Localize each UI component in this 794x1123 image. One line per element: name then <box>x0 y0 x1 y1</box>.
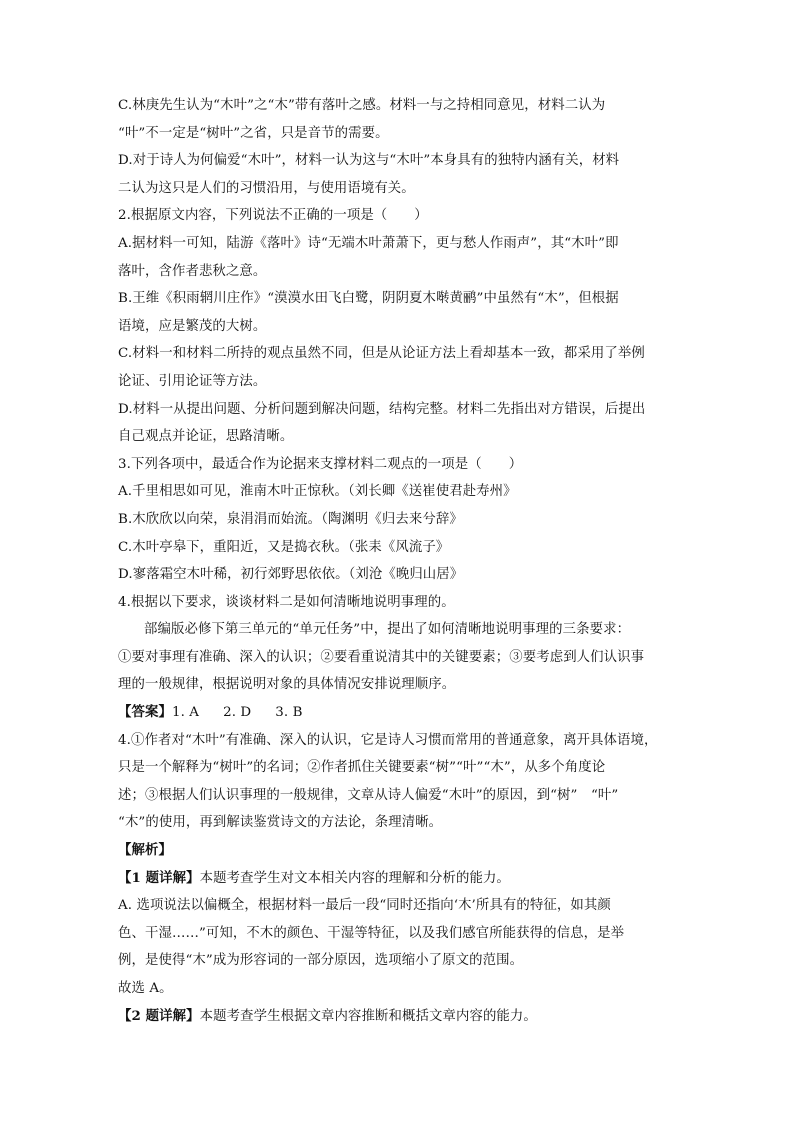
answer-3: 3. B <box>275 705 303 721</box>
detail-2-text: 本题考查学生根据文章内容推断和概括文章内容的能力。 <box>199 1008 537 1024</box>
detail-1-line2: 色、干湿……”可知，不木的颜色、干湿等特征，以及我们感官所能获得的信息，是举 <box>118 925 625 941</box>
detail-2-row <box>118 1003 680 1031</box>
detail-1-text: 本题考查学生对文本相关内容的理解和分析的能力。 <box>199 870 510 886</box>
answer-1: 1. A <box>171 705 200 721</box>
answer-4-line4: “木”的使用，再到解读鉴赏诗文的方法论，条理清晰。 <box>118 815 443 831</box>
detail-1-line1: A. 选项说法以偏概全，根据材料一最后一段“同时还指向‘木’所具有的特征，如其颜 <box>118 898 611 914</box>
q4-requirement-line1: ①要对事理有准确、深入的认识；②要看重说清其中的关键要素；③要考虑到人们认识事 <box>118 649 645 665</box>
q3-option-a: A.千里相思如可见，淮南木叶正惊秋。（刘长卿《送崔使君赴寿州》 <box>118 484 517 500</box>
q2-option-c-line1: C.材料一和材料二所持的观点虽然不同，但是从论证方法上看却基本一致，都采用了举例 <box>118 346 645 362</box>
question-2-stem: 2.根据原文内容，下列说法不正确的一项是（ ） <box>118 208 428 224</box>
q1-option-d-line2: 二认为这只是人们的习惯沿用，与使用语境有关。 <box>118 180 415 196</box>
detail-2-label: 【2 题详解】 <box>118 1007 200 1024</box>
q2-option-d-line1: D.材料一从提出问题、分析问题到解决问题，结构完整。材料二先指出对方错误，后提出 <box>118 401 646 417</box>
detail-1-conclusion: 故选 A。 <box>118 981 173 996</box>
q2-option-b-line2: 语境，应是繁茂的大树。 <box>118 318 267 334</box>
answer-2: 2. D <box>223 705 252 721</box>
question-4-stem: 4.根据以下要求，谈谈材料二是如何清晰地说明事理的。 <box>118 594 455 610</box>
q2-option-b-line1: B.王维《积雨辋川庄作》“漠漠水田飞白鹭，阴阴夏木啭黄鹂”中虽然有“木”，但根据 <box>118 291 619 307</box>
detail-1-line3: 例，是使得“木”成为形容词的一部分原因，选项缩小了原文的范围。 <box>118 953 524 969</box>
q2-option-d-line2: 自己观点并论证，思路清晰。 <box>118 429 294 445</box>
answer-label: 【答案】 <box>118 704 172 721</box>
q2-option-a-line2: 落叶，含作者悲秋之意。 <box>118 263 267 279</box>
answer-4-line1: 4.①作者对“木叶”有准确、深入的认识，它是诗人习惯而常用的普通意象，离开具体语境， <box>118 732 658 748</box>
detail-1-row <box>118 865 680 893</box>
answer-4-line2: 只是一个解释为“树叶”的名词；②作者抓住关键要素“树”“叶”“木”，从多个角度论 <box>118 760 606 776</box>
q3-option-b: B.木欣欣以向荣，泉涓涓而始流。（陶渊明《归去来兮辞》 <box>118 511 463 527</box>
q1-option-d-line1: D.对于诗人为何偏爱“木叶”，材料一认为这与“木叶”本身具有的独特内涵有关，材料 <box>118 153 620 169</box>
q1-option-c-line2: “叶”不一定是“树叶”之省，只是音节的需要。 <box>118 125 389 141</box>
answer-row <box>118 699 680 727</box>
q3-option-c: C.木叶亭皋下，重阳近，又是捣衣秋。（张耒《风流子》 <box>118 539 450 555</box>
q3-option-d: D.寥落霜空木叶稀，初行郊野思依依。（刘沧《晚归山居》 <box>118 567 464 583</box>
detail-1-label: 【1 题详解】 <box>118 869 200 886</box>
question-3-stem: 3.下列各项中，最适合作为论据来支撑材料二观点的一项是（ ） <box>118 456 523 472</box>
q2-option-c-line2: 论证、引用论证等方法。 <box>118 373 267 389</box>
answer-4-line3: 述；③根据人们认识事理的一般规律，文章从诗人偏爱“木叶”的原因，到“树” “叶” <box>118 787 619 803</box>
q4-requirement-intro: 部编版必修下第三单元的“单元任务”中，提出了如何清晰地说明事理的三条要求： <box>144 622 631 638</box>
q4-requirement-line2: 理的一般规律，根据说明对象的具体情况安排说理顺序。 <box>118 677 456 693</box>
document-body <box>118 92 680 1030</box>
analysis-heading: 【解析】 <box>118 842 172 859</box>
q1-option-c-line1: C.林庚先生认为“木叶”之“木”带有落叶之感。材料一与之持相同意见，材料二认为 <box>118 98 606 113</box>
q2-option-a-line1: A.据材料一可知，陆游《落叶》诗“无端木叶萧萧下，更与愁人作雨声”，其“木叶”即 <box>118 235 619 251</box>
